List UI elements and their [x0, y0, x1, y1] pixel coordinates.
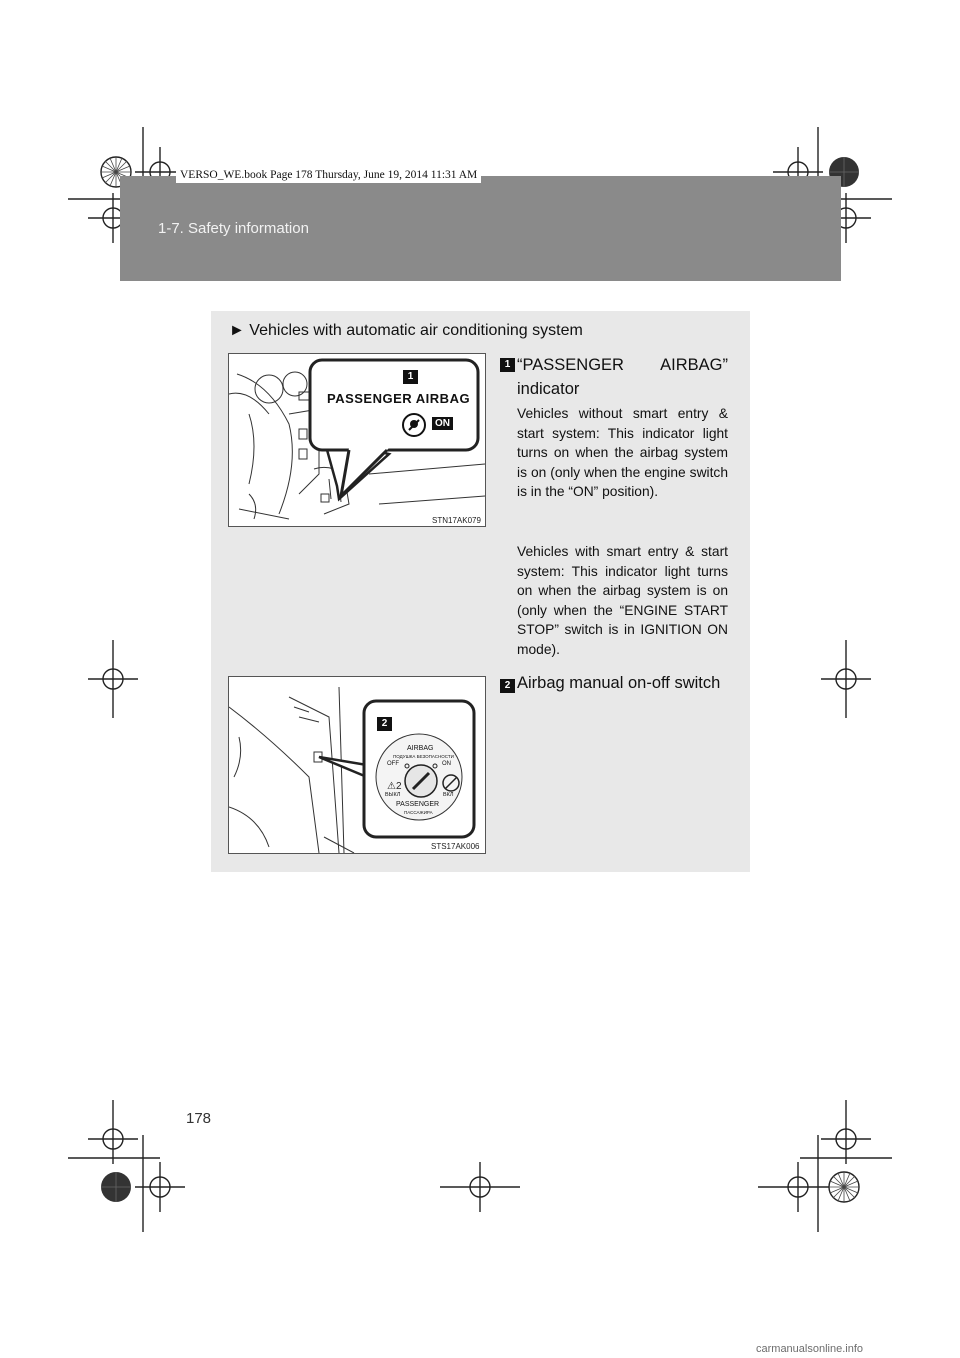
section-title: 1-7. Safety information	[158, 220, 309, 237]
on-label: ON	[442, 761, 451, 767]
callout-badge: 1	[403, 370, 418, 384]
subheading-text: Vehicles with automatic air conditioning system	[249, 322, 583, 339]
off-label: OFF	[387, 761, 399, 767]
callout-label: PASSENGER AIRBAG	[327, 391, 471, 406]
item-1-title-line-2: indicator	[517, 380, 580, 398]
on-ru-label: ВКЛ	[443, 792, 454, 798]
watermark: carmanualsonline.info	[756, 1343, 864, 1355]
figure-airbag-manual-switch	[228, 676, 486, 854]
passenger-ru-label: ПАССАЖИРА	[404, 810, 433, 815]
figure-code: STS17AK006	[431, 842, 480, 851]
figure-code: STN17AK079	[432, 516, 481, 525]
callout-badge: 2	[377, 717, 392, 731]
on-label: ON	[432, 417, 453, 430]
item-2-title: Airbag manual on-off switch	[517, 674, 721, 692]
item-number-badge: 1	[500, 358, 515, 372]
off-ru-label: ВЫКЛ	[385, 792, 401, 798]
triangle-bullet-icon: ►	[229, 322, 245, 339]
subheading	[229, 322, 583, 340]
crosshair-icon	[88, 640, 138, 718]
item-1-paragraph: Vehicles without smart entry & start system: This indicator light turns on when the airbag system is on (only when the engine switch is in the “ON” position).	[517, 406, 728, 499]
item-1-heading	[500, 353, 728, 401]
item-1-title-part-b: AIRBAG”	[660, 356, 728, 374]
page-number: 178	[186, 1110, 212, 1127]
dashboard-illustration	[229, 354, 485, 526]
crosshair-icon	[440, 1162, 520, 1212]
crosshair-icon	[821, 640, 871, 718]
item-1-paragraph: Vehicles with smart entry & start system: This indicator light turns on when the airbag system is on (only when the “ENGINE START STOP” switch is in IGNITION ON mode).	[517, 544, 728, 657]
crosshair-icon	[758, 1162, 838, 1212]
child-seat-icon: ⚠2	[387, 781, 402, 792]
airbag-label: AIRBAG	[407, 745, 434, 752]
airbag-ru-label: ПОДУШКА БЕЗОПАСНОСТИ	[393, 754, 454, 759]
item-number-badge: 2	[500, 679, 515, 693]
registration-dot-icon	[101, 1172, 131, 1202]
item-1-title-part-a: “PASSENGER	[517, 356, 624, 374]
item-2-heading	[500, 674, 720, 693]
book-info-line: VERSO_WE.book Page 178 Thursday, June 19, 2014 11:31 AM	[176, 167, 481, 183]
crosshair-icon	[821, 1100, 871, 1164]
crosshair-icon	[88, 1100, 138, 1164]
passenger-label: PASSENGER	[396, 801, 440, 808]
airbag-off-icon	[401, 412, 427, 438]
figure-passenger-airbag-indicator	[228, 353, 486, 527]
registration-star-icon	[829, 1172, 859, 1202]
